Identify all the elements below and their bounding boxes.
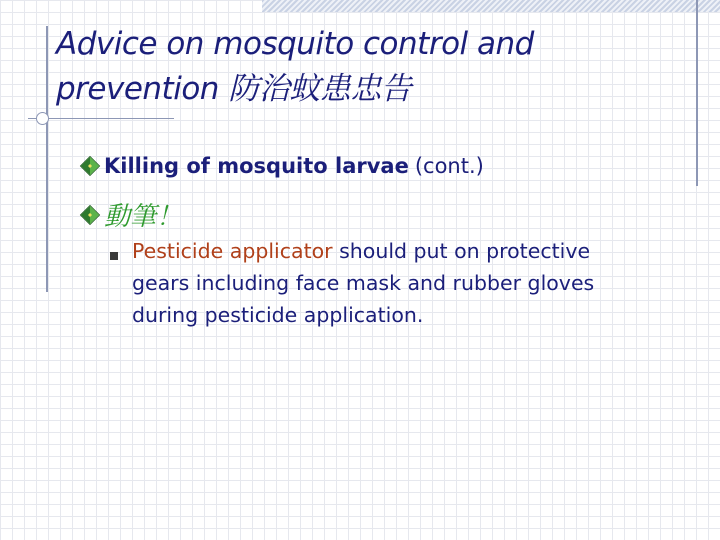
sub-bullet-line-2: gears including face mask and rubber gloves [132,271,595,295]
sub-bullet-line-3: during pesticide application. [132,303,424,327]
sub-bullet-line-1-rest: should put on protective [332,239,591,263]
diamond-bullet-icon [80,156,100,176]
right-decor-line [696,0,698,186]
decor-circle [36,112,49,125]
square-bullet-icon [110,252,118,260]
title-underline [28,118,174,119]
bullet-normal-text: (cont.) [414,154,484,178]
sub-bullet-accent: Pesticide applicator [132,239,333,263]
diamond-bullet-icon [80,204,100,224]
title-line-1: Advice on mosquito control and [56,26,534,62]
bullet-killing-larvae [80,154,484,178]
sub-bullet-line-1 [132,235,672,267]
sub-bullet-text [132,235,672,331]
title-line-2: prevention 防治蚊患忠告 [56,71,412,107]
bullet-chinese-text: 動筆！ [104,202,183,232]
left-decor-line [46,26,48,292]
slide-title [56,22,676,112]
bullet-take-action [80,196,182,233]
bullet-bold-text: Killing of mosquito larvae [104,154,409,178]
top-decor-band [262,0,720,12]
